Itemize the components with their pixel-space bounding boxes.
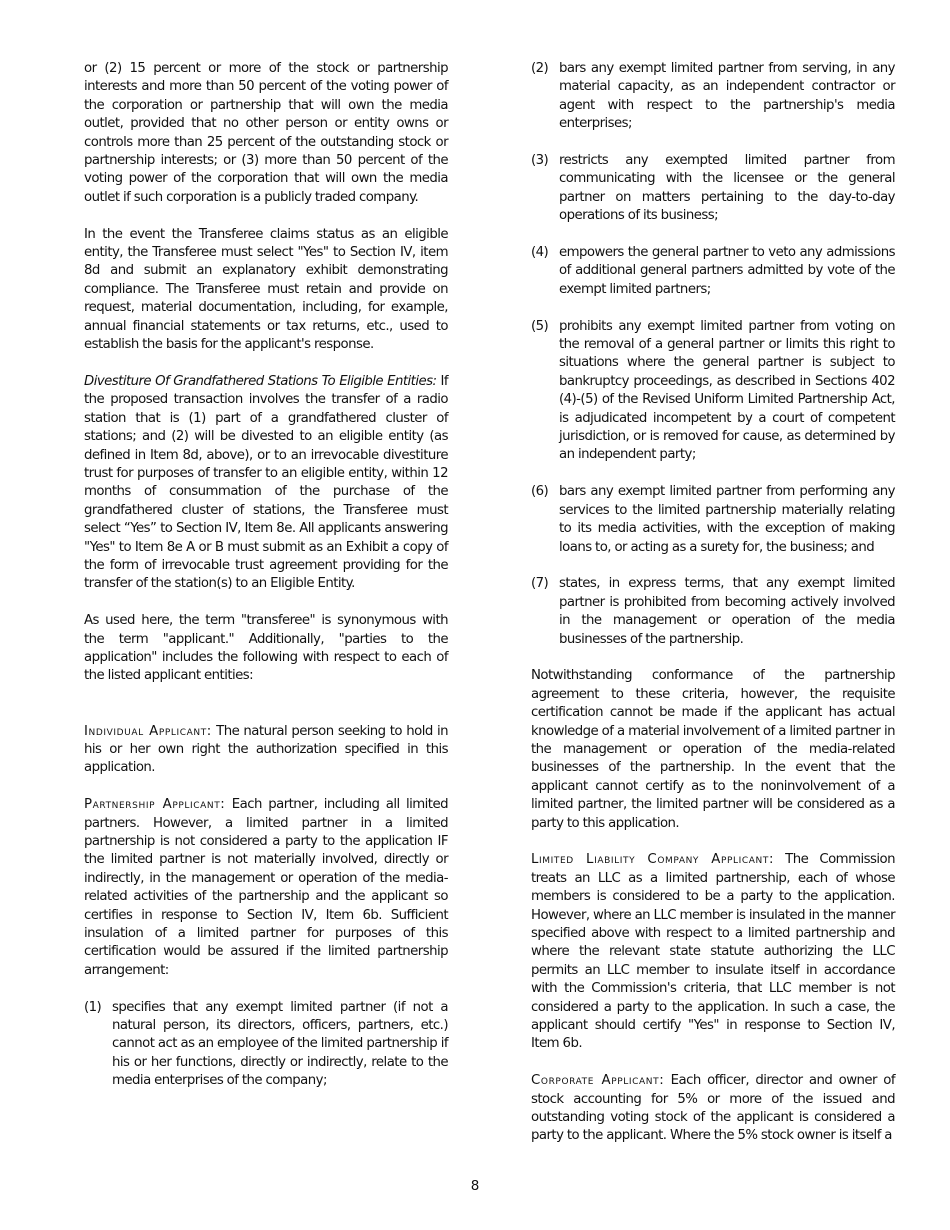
paragraph-corporate-applicant — [531, 1072, 895, 1146]
paragraph-individual-applicant — [84, 723, 448, 778]
list-item-text: bars any exempt limited partner from serving, in any material capacity, as an independent contractor or agent with respect to the partnership's media enterprises; — [559, 61, 895, 132]
paragraph-eligible-entity-claim: In the event the Transferee claims status as an eligible entity, the Transferee must select "Yes" to Section IV, item 8d and submit an explanatory exhibit demonstrating compliance. The Transferee must retain and provide on request, material documentation, including, for example, annual financial statements or tax returns, etc., used to establish the basis for the applicant's response. — [84, 226, 448, 353]
paragraph-llc-applicant — [531, 851, 895, 1053]
list-item — [531, 483, 895, 557]
list-item — [531, 244, 895, 299]
paragraph-transferee-definition: As used here, the term "transferee" is synonymous with the term "applicant." Additionally, "parties to the application" includes the following with respect to each of the listed applicant entities: — [84, 613, 448, 684]
list-item-number: (2) — [531, 61, 549, 76]
list-item-number: (3) — [531, 153, 549, 169]
partnership-applicant-body: Each partner, including all limited partners. However, a limited partner in a limited partnership is not considered a party to the application IF the limited partner is not materially involved, directly or indirectly, in the management or operation of the media-related activities of the partnership and the applicant so certifies in response to Section IV, Item 6b. Sufficient insulation of a limited partner for purposes of this certification would be assured if the limited partnership arrangement: — [84, 797, 448, 978]
llc-applicant-heading: Limited Liability Company Applicant: — [531, 852, 775, 868]
list-item — [531, 152, 895, 226]
list-item — [531, 318, 895, 465]
individual-applicant-heading: Individual Applicant: — [84, 723, 212, 739]
list-item-text: empowers the general partner to veto any admissions of additional general partners admitted by vote of the exempt limited partners; — [559, 245, 895, 297]
list-item — [531, 575, 895, 649]
list-item-text: bars any exempt limited partner from performing any services to the limited partnership materially relating to its media activities, with the exception of making loans to, or acting as a surety for, the business; and — [559, 484, 895, 555]
list-item — [84, 999, 448, 1091]
list-item-number: (5) — [531, 318, 549, 334]
corporate-applicant-heading: Corporate Applicant: — [531, 1073, 665, 1089]
paragraph-notwithstanding: Notwithstanding conformance of the partnership agreement to these criteria, however, the requisite certification cannot be made if the applicant has actual knowledge of a material involvement of a limited partner in the management or operation of the media-related businesses of the partnership. In the event that the applicant cannot certify as to the noninvolvement of a limited partner, the limited partner will be considered as a party to this application. — [531, 668, 895, 831]
list-item-number: (1) — [84, 999, 102, 1015]
list-item-number: (7) — [531, 576, 549, 592]
list-item-number: (4) — [531, 245, 549, 261]
paragraph-divestiture — [84, 373, 448, 594]
insulation-criteria-list-part-1 — [84, 999, 448, 1091]
list-item-text: restricts any exempted limited partner from communicating with the licensee or the general partner on matters pertaining to the day-to-day operations of its business; — [559, 153, 895, 224]
right-column — [531, 60, 895, 1164]
llc-applicant-body: The Commission treats an LLC as a limited partnership, each of whose members is considered to be a party to the application. However, where an LLC member is insulated in the manner specified above with respect to a limited partnership and where the relevant state statute authorizing the LLC permits an LLC member to insulate itself in accordance with the Commission's criteria, that LLC member is not considered a party to the application. In such a case, the applicant should certify "Yes" in response to Section IV, Item 6b. — [531, 852, 895, 1052]
left-column — [84, 60, 448, 1109]
page-number: 8 — [470, 1178, 480, 1194]
divestiture-heading: Divestiture Of Grandfathered Stations To Eligible Entities: — [84, 373, 437, 389]
partnership-applicant-heading: Partnership Applicant: — [84, 797, 226, 813]
individual-applicant-body: The natural person seeking to hold in his or her own right the authorization specified in this application. — [84, 723, 448, 776]
spacer — [84, 704, 448, 722]
list-item-number: (6) — [531, 484, 549, 500]
list-item-text: specifies that any exempt limited partner (if not a natural person, its directors, officers, partners, etc.) cannot act as an employee of the limited partnership if his or her functions, directly or indirectly, relate to the media enterprises of the company; — [112, 999, 448, 1089]
divestiture-body: If the proposed transaction involves the transfer of a radio station that is (1) part of a grandfathered cluster of stations; and (2) will be divested to an eligible entity (as defined in Item 8d, above), or to an irrevocable divestiture trust for purposes of transfer to an eligible entity, within 12 months of consummation of the purchase of the grandfathered cluster of stations, the Transferee must select “Yes” to Section IV, Item 8e. All applicants answering "Yes" to Item 8e A or B must submit as an Exhibit a copy of the form of irrevocable trust agreement providing for the transfer of the station(s) to an Eligible Entity. — [84, 373, 449, 592]
list-item-text: states, in express terms, that any exempt limited partner is prohibited from becoming actively involved in the management or operation of the media businesses of the partnership. — [559, 576, 895, 647]
paragraph-partnership-applicant — [84, 796, 448, 980]
corporate-applicant-body: Each officer, director and owner of stock accounting for 5% or more of the issued and outstanding voting stock of the applicant is considered a party to the applicant. Where the 5% stock owner is itself a — [531, 1073, 896, 1144]
paragraph-ownership-thresholds: or (2) 15 percent or more of the stock or partnership interests and more than 50 percent of the voting power of the corporation or partnership that will own the media outlet, provided that no other person or entity owns or controls more than 25 percent of the outstanding stock or partnership interests; or (3) more than 50 percent of the voting power of the corporation that will own the media outlet if such corporation is a publicly traded company. — [84, 61, 448, 205]
insulation-criteria-list-part-2 — [531, 60, 895, 649]
list-item — [531, 60, 895, 134]
list-item-text: prohibits any exempt limited partner from voting on the removal of a general partner or limits this right to situations where the general partner is subject to bankruptcy proceedings, as described in Sections 402 (4)-(5) of the Revised Uniform Limited Partnership Act, is adjudicated incompetent by a court of competent jurisdiction, or is removed for cause, as determined by an independent party; — [559, 318, 895, 463]
